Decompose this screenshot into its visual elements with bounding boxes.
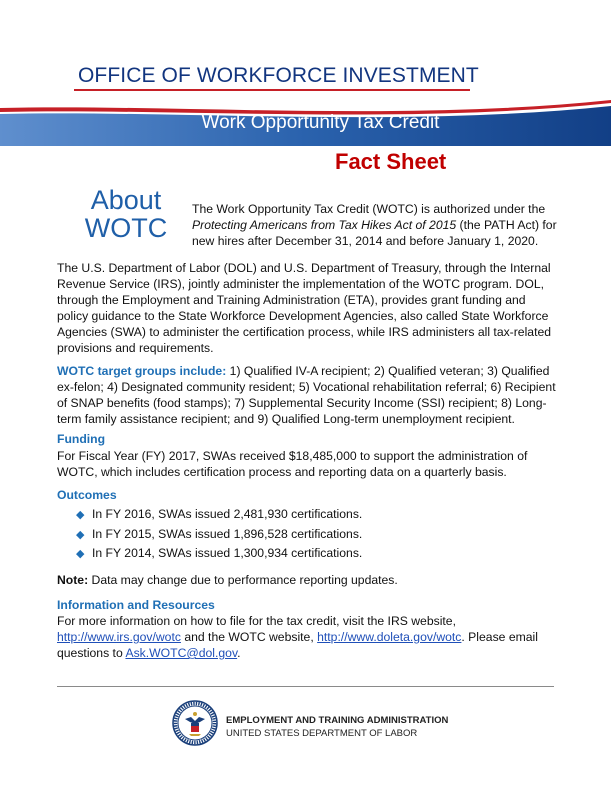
outcomes-list	[76, 505, 362, 564]
administration-paragraph: The U.S. Department of Labor (DOL) and U.S. Department of Treasury, through the Internal Revenue Service (IRS), jointly administer the implementation of the WOTC program. DOL, through the Employment and Training Administration (ETA), provides grant funding and policy guidance to the State Workforce Development Agencies, also called State Workforce Agencies (SWA) to administer the certification process, while IRS administers all tax-related provisions and requirements.	[57, 261, 552, 355]
about-line-2: WOTC	[84, 213, 168, 243]
outcome-text: In FY 2014, SWAs issued 1,300,934 certifications.	[92, 546, 363, 560]
intro-paragraph	[192, 201, 562, 249]
office-title: OFFICE OF WORKFORCE INVESTMENT	[78, 64, 479, 87]
about-line-1: About	[90, 185, 162, 215]
office-underline	[74, 89, 470, 91]
intro-text-b: (the PATH Act) for new hires after December 31, 2014 and before January 1, 2020.	[192, 218, 557, 248]
resources-text-b: and the WOTC website,	[180, 630, 318, 644]
resources-text-a: For more information on how to file for the tax credit, visit the IRS website,	[57, 614, 456, 628]
resources-heading: Information and Resources	[57, 598, 215, 612]
note-text: Data may change due to performance reporting updates.	[88, 573, 398, 587]
list-item	[76, 544, 362, 564]
outcome-text: In FY 2015, SWAs issued 1,896,528 certifications.	[92, 526, 363, 541]
footer-department: UNITED STATES DEPARTMENT OF LABOR	[226, 728, 418, 739]
email-link[interactable]: Ask.WOTC@dol.gov	[125, 646, 238, 660]
footer-divider	[57, 686, 554, 687]
target-groups-text: 1) Qualified IV-A recipient; 2) Qualified veteran; 3) Qualified ex-felon; 4) Designated community resident; 5) Vocational rehabilitation referral; 6) Recipient of SNAP benefits (food stamps); 7) Supplemental Security Income (SSI) recipient; 8) Long-term family assistance recipient; and 9) Qualified Long-term unemployment recipient.	[57, 364, 556, 426]
note-label: Note:	[57, 573, 89, 587]
banner-title: Work Opportunity Tax Credit	[201, 112, 440, 133]
outcome-text: In FY 2016, SWAs issued 2,481,930 certifications.	[92, 507, 363, 521]
funding-paragraph: For Fiscal Year (FY) 2017, SWAs received $18,485,000 to support the administration of WOTC, which includes certification process and reporting data on a quarterly basis.	[57, 449, 528, 479]
diamond-bullet-icon: ◆	[76, 509, 85, 521]
dol-seal-icon	[172, 700, 218, 751]
about-heading	[70, 186, 182, 242]
footer-agency: EMPLOYMENT AND TRAINING ADMINISTRATION	[226, 715, 449, 726]
target-groups-paragraph	[57, 363, 557, 427]
doleta-link[interactable]: http://www.doleta.gov/wotc	[317, 630, 462, 644]
fact-sheet-title: Fact Sheet	[335, 149, 447, 174]
note-paragraph	[57, 572, 557, 588]
intro-text-a: The Work Opportunity Tax Credit (WOTC) is authorized under the	[192, 202, 546, 216]
resources-text-d: .	[237, 646, 241, 660]
path-act-title: Protecting Americans from Tax Hikes Act of 2015	[192, 218, 457, 232]
outcomes-heading: Outcomes	[57, 488, 117, 502]
funding-heading: Funding	[57, 432, 106, 446]
target-groups-label: WOTC target groups include:	[57, 364, 227, 378]
list-item	[76, 525, 362, 545]
resources-paragraph	[57, 613, 557, 661]
list-item	[76, 505, 362, 525]
irs-link[interactable]: http://www.irs.gov/wotc	[57, 630, 181, 644]
diamond-bullet-icon: ◆	[76, 548, 85, 560]
resources-text-c: . Please email questions to	[57, 630, 538, 660]
diamond-bullet-icon: ◆	[76, 528, 85, 541]
